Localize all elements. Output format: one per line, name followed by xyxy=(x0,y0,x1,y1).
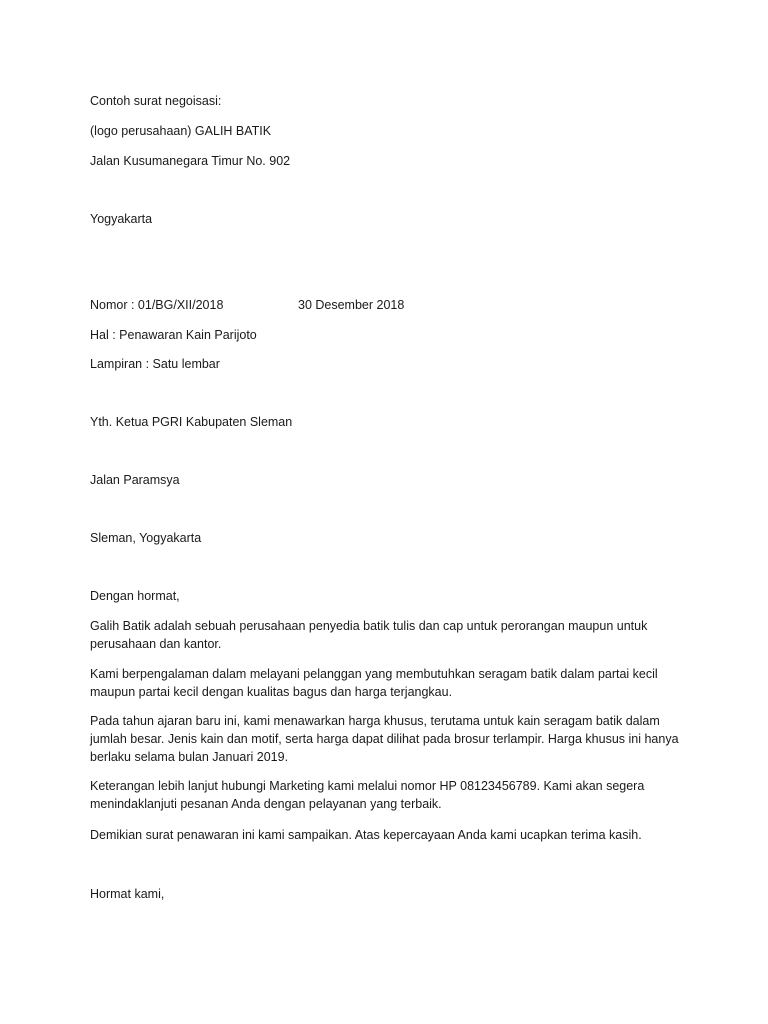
body-paragraph: Demikian surat penawaran ini kami sampaikan. Atas kepercayaan Anda kami ucapkan terima kasih. xyxy=(90,828,642,842)
letter-number: Nomor : 01/BG/XII/2018 xyxy=(90,298,224,312)
company-city: Yogyakarta xyxy=(90,212,153,226)
body-paragraph: Pada tahun ajaran baru ini, kami menawarkan harga khusus, terutama untuk kain seragam batik dalam jumlah besar. Jenis kain dan motif, serta harga dapat dilihat pada brosur terlampir. Harga khusus ini hanya berlaku selama bulan Januari 2019. xyxy=(90,714,679,764)
letter-intro: Contoh surat negoisasi: xyxy=(90,94,222,108)
body-paragraph: Keterangan lebih lanjut hubungi Marketing kami melalui nomor HP 08123456789. Kami akan segera menindaklanjuti pesanan Anda dengan pelayanan yang terbaik. xyxy=(90,779,645,811)
recipient-name: Yth. Ketua PGRI Kabupaten Sleman xyxy=(90,415,293,429)
body-paragraph: Kami berpengalaman dalam melayani pelanggan yang membutuhkan seragam batik dalam partai kecil maupun partai kecil dengan kualitas bagus dan harga terjangkau. xyxy=(90,667,658,699)
recipient-city: Sleman, Yogyakarta xyxy=(90,531,202,545)
salutation: Dengan hormat, xyxy=(90,589,180,603)
closing: Hormat kami, xyxy=(90,887,165,901)
company-name: (logo perusahaan) GALIH BATIK xyxy=(90,124,272,138)
letter-date: 30 Desember 2018 xyxy=(298,298,405,312)
company-address: Jalan Kusumanegara Timur No. 902 xyxy=(90,154,291,168)
letter-attachment: Lampiran : Satu lembar xyxy=(90,357,220,371)
letter-subject: Hal : Penawaran Kain Parijoto xyxy=(90,328,257,342)
recipient-street: Jalan Paramsya xyxy=(90,473,180,487)
body-paragraph: Galih Batik adalah sebuah perusahaan penyedia batik tulis dan cap untuk perorangan maupun untuk perusahaan dan kantor. xyxy=(90,619,648,651)
